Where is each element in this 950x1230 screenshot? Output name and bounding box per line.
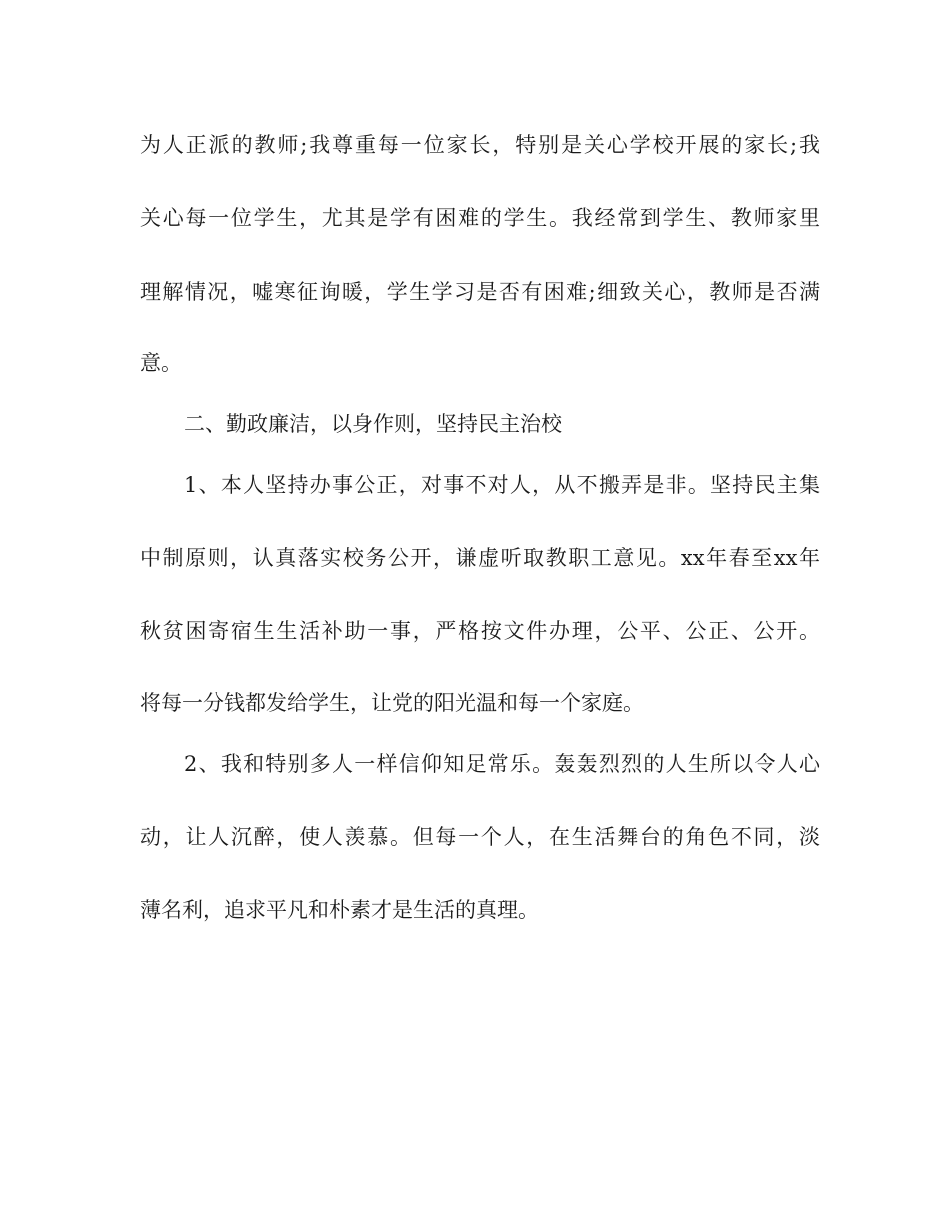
item-1-line-3: 秋贫困寄宿生生活补助一事，严格按文件办理，公平、公正、公开。	[140, 619, 820, 643]
item-1-line-1: 1、本人坚持办事公正，对事不对人，从不搬弄是非。坚持民主集	[184, 473, 820, 497]
item-2-line-3: 薄名利，追求平凡和朴素才是生活的真理。	[140, 898, 539, 922]
paragraph-1-line-2: 关心每一位学生，尤其是学有困难的学生。我经常到学生、教师家里	[140, 206, 820, 230]
section-heading-2: 二、勤政廉洁，以身作则，坚持民主治校	[184, 412, 562, 436]
paragraph-1-line-4: 意。	[140, 351, 182, 375]
item-1-line-2: 中制原则，认真落实校务公开，谦虚听取教职工意见。xx年春至xx年	[140, 546, 820, 570]
item-1-line-4: 将每一分钱都发给学生，让党的阳光温和每一个家庭。	[140, 691, 644, 715]
item-2-line-2: 动，让人沉醉，使人羡慕。但每一个人，在生活舞台的角色不同，淡	[140, 825, 820, 849]
item-2-line-1: 2、我和特别多人一样信仰知足常乐。轰轰烈烈的人生所以令人心	[184, 752, 820, 776]
paragraph-1-line-3: 理解情况，嘘寒征询暖，学生学习是否有困难;细致关心，教师是否满	[140, 280, 820, 304]
paragraph-1-line-1: 为人正派的教师;我尊重每一位家长，特别是关心学校开展的家长;我	[140, 133, 820, 157]
